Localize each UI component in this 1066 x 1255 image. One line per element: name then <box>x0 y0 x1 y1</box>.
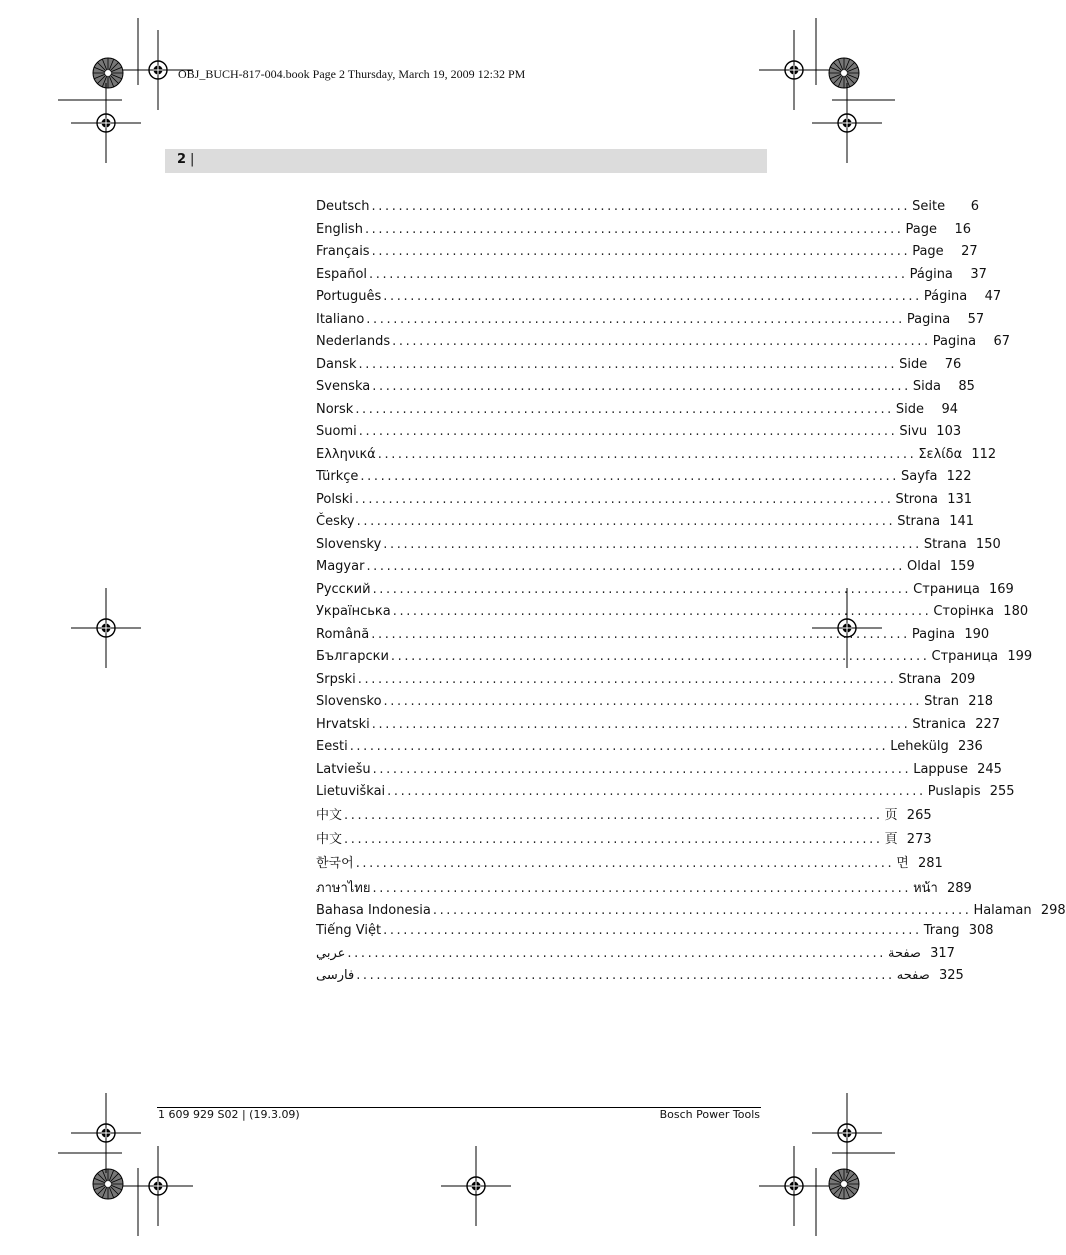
toc-entry <box>316 444 997 466</box>
toc-page-word: Seite <box>912 199 946 214</box>
footer-document-id: 1 609 929 S02 | (19.3.09) <box>158 1108 300 1121</box>
toc-page-word: หน้า <box>913 880 938 896</box>
toc-entry <box>316 466 972 488</box>
toc-dot-leader: ................................................................................ <box>383 694 923 709</box>
toc-entry <box>316 264 987 286</box>
toc-entry <box>316 534 1001 556</box>
toc-dot-leader: ................................................................................ <box>355 401 894 417</box>
toc-language: Slovensky <box>316 536 382 552</box>
toc-dot-leader: ................................................................................ <box>372 761 912 777</box>
toc-dot-leader: ................................................................................ <box>377 446 917 462</box>
toc-language: Español <box>316 266 368 282</box>
toc-language: Srpski <box>316 671 356 687</box>
toc-page-word: Halaman <box>973 903 1032 918</box>
toc-dot-leader: ................................................................................ <box>372 581 912 597</box>
toc-page-word: Strona <box>895 491 939 507</box>
toc-page-word: Pagina <box>911 626 956 642</box>
toc-language: Svenska <box>316 379 371 394</box>
registration-target-icon <box>71 83 141 163</box>
toc-page-word: Oldal <box>907 559 941 574</box>
toc-language: 한국어 <box>316 856 354 871</box>
toc-dot-leader: ................................................................................ <box>344 808 883 823</box>
toc-page-number: 112 <box>971 446 997 462</box>
registration-target-icon <box>812 1093 882 1173</box>
toc-dot-leader: ................................................................................ <box>372 379 911 394</box>
toc-page-word: Side <box>899 356 928 372</box>
toc-page-number: 255 <box>989 784 1015 799</box>
toc-language: Lietuviškai <box>316 784 386 799</box>
toc-language: Nederlands <box>316 334 391 349</box>
toc-entry <box>316 489 973 511</box>
toc-page-number: 236 <box>957 739 983 754</box>
toc-page-word: Σελίδα <box>918 446 963 462</box>
toc-dot-leader: ................................................................................ <box>358 424 898 439</box>
toc-page-word: Strana <box>898 671 942 687</box>
toc-language: Magyar <box>316 559 365 574</box>
toc-language: Tiếng Việt <box>316 923 382 938</box>
registration-target-icon <box>759 30 829 110</box>
toc-page-word: Strana <box>923 536 967 552</box>
toc-page-number: 85 <box>958 379 975 394</box>
toc-dot-leader: ................................................................................ <box>432 903 972 918</box>
toc-entry <box>316 669 976 691</box>
toc-page-word: 頁 <box>884 832 898 847</box>
toc-page-number: 6 <box>970 199 980 214</box>
toc-language: 中文 <box>316 808 343 823</box>
toc-entry <box>316 624 990 646</box>
toc-page-number: 169 <box>988 581 1014 597</box>
toc-page-word: Страница <box>931 649 999 664</box>
toc-entry <box>316 853 943 875</box>
registration-star-icon <box>93 58 123 88</box>
toc-page-number: 37 <box>970 266 987 282</box>
toc-entry <box>316 714 1001 736</box>
toc-page-number: 281 <box>918 856 943 871</box>
toc-page-number: 227 <box>975 716 1001 732</box>
toc-entry <box>316 309 985 331</box>
toc-entry <box>316 579 1014 601</box>
toc-dot-leader: ................................................................................ <box>383 536 922 552</box>
toc-page-number: 273 <box>906 832 932 847</box>
toc-page-word: Страница <box>913 581 980 597</box>
toc-language: Slovensko <box>316 694 382 709</box>
print-header: OBJ_BUCH-817-004.book Page 2 Thursday, March 19, 2009 12:32 PM <box>178 67 526 81</box>
toc-dot-leader: ................................................................................ <box>356 968 895 983</box>
toc-dot-leader: ................................................................................ <box>383 923 922 938</box>
toc-entry <box>316 286 1002 308</box>
toc-language: Български <box>316 649 389 664</box>
toc-entry <box>316 196 980 218</box>
toc-page-word: Sivu <box>899 424 928 439</box>
toc-entry <box>316 421 962 443</box>
toc-dot-leader: ................................................................................ <box>369 266 908 282</box>
footer-brand: Bosch Power Tools <box>659 1108 760 1121</box>
toc-page-number: 209 <box>950 671 976 687</box>
toc-page-number: 199 <box>1007 649 1033 664</box>
toc-dot-leader: ................................................................................ <box>364 221 904 237</box>
toc-page-word: Сторінка <box>933 604 995 619</box>
registration-target-icon <box>759 1146 829 1226</box>
registration-target-icon <box>71 1093 141 1173</box>
toc-dot-leader: ................................................................................ <box>357 671 897 687</box>
registration-target-icon <box>441 1146 511 1226</box>
toc-dot-leader: ................................................................................ <box>366 559 906 574</box>
toc-language: English <box>316 221 363 237</box>
toc-page-number: 308 <box>968 923 994 938</box>
toc-dot-leader: ................................................................................ <box>356 514 896 529</box>
registration-star-icon <box>93 1169 123 1199</box>
toc-entry <box>316 646 1033 668</box>
toc-page-number: 289 <box>947 880 972 896</box>
toc-page-word: صفحة <box>887 946 921 961</box>
toc-page-word: صفحه <box>896 968 930 983</box>
toc-page-word: Side <box>895 401 925 417</box>
toc-entry <box>316 943 955 965</box>
toc-language: Hrvatski <box>316 716 370 732</box>
toc-dot-leader: ................................................................................ <box>347 946 886 961</box>
toc-page-word: Lehekülg <box>890 739 949 754</box>
toc-page-number: 218 <box>968 694 994 709</box>
toc-entry <box>316 511 975 533</box>
toc-dot-leader: ................................................................................ <box>387 784 926 799</box>
toc-language: Italiano <box>316 311 365 327</box>
page-number: 2 | <box>177 152 195 167</box>
toc-page-word: Página <box>923 289 968 304</box>
toc-language: Română <box>316 626 370 642</box>
registration-target-icon <box>71 588 141 668</box>
toc-language: 中文 <box>316 832 343 847</box>
toc-entry <box>316 219 972 241</box>
toc-page-number: 57 <box>967 311 985 327</box>
toc-page-word: Page <box>905 221 938 237</box>
toc-page-word: Pagina <box>906 311 951 327</box>
toc-page-number: 67 <box>993 334 1011 349</box>
toc-language: Polski <box>316 491 353 507</box>
toc-entry <box>316 331 1011 353</box>
toc-page-number: 245 <box>977 761 1002 777</box>
toc-entry <box>316 376 975 398</box>
toc-entry <box>316 965 964 987</box>
toc-dot-leader: ................................................................................ <box>371 244 911 259</box>
toc-page-number: 27 <box>961 244 978 259</box>
toc-entry <box>316 759 1002 781</box>
registration-star-icon <box>829 58 859 88</box>
toc-language: Deutsch <box>316 199 370 214</box>
toc-dot-leader: ................................................................................ <box>371 626 910 642</box>
toc-language: Norsk <box>316 401 354 417</box>
toc-entry <box>316 601 1029 623</box>
toc-page-number: 150 <box>975 536 1001 552</box>
page-header-band <box>165 149 767 173</box>
toc-page-number: 190 <box>964 626 990 642</box>
toc-page-number: 141 <box>949 514 975 529</box>
toc-page-word: Strana <box>897 514 941 529</box>
toc-page-number: 103 <box>936 424 962 439</box>
registration-star-icon <box>829 1169 859 1199</box>
toc-page-word: Página <box>909 266 953 282</box>
toc-dot-leader: ................................................................................ <box>392 334 931 349</box>
toc-page-number: 180 <box>1003 604 1029 619</box>
toc-language: عربي <box>316 946 346 961</box>
toc-language: Русский <box>316 581 371 597</box>
toc-page-number: 122 <box>946 469 972 484</box>
toc-dot-leader: ................................................................................ <box>372 880 912 896</box>
toc-entry <box>316 556 975 578</box>
toc-page-number: 317 <box>930 946 955 961</box>
toc-dot-leader: ................................................................................ <box>354 491 894 507</box>
toc-page-word: Sida <box>912 379 941 394</box>
toc-dot-leader: ................................................................................ <box>371 716 911 732</box>
toc-entry <box>316 736 983 758</box>
toc-language: Türkçe <box>316 469 359 484</box>
toc-page-number: 16 <box>954 221 972 237</box>
toc-page-number: 76 <box>944 356 962 372</box>
toc-page-word: 면 <box>896 856 909 871</box>
toc-dot-leader: ................................................................................ <box>355 856 895 871</box>
toc-page-word: 页 <box>884 808 898 823</box>
toc-entry <box>316 920 994 942</box>
toc-language: Česky <box>316 514 355 529</box>
toc-page-word: Stranica <box>912 716 967 732</box>
toc-page-number: 298 <box>1040 903 1066 918</box>
toc-entry <box>316 241 978 263</box>
toc-page-word: Stran <box>924 694 960 709</box>
toc-page-word: Page <box>912 244 944 259</box>
toc-page-word: Puslapis <box>927 784 981 799</box>
toc-language: Français <box>316 244 370 259</box>
toc-page-word: Lappuse <box>913 761 968 777</box>
registration-target-icon <box>123 1146 193 1226</box>
toc-dot-leader: ................................................................................ <box>349 739 889 754</box>
toc-language: Eesti <box>316 739 348 754</box>
toc-page-word: Sayfa <box>901 469 938 484</box>
toc-page-word: Trang <box>923 923 960 938</box>
toc-page-number: 265 <box>906 808 932 823</box>
toc-language: Dansk <box>316 356 357 372</box>
toc-dot-leader: ................................................................................ <box>366 311 905 327</box>
toc-entry <box>316 399 959 421</box>
toc-language: Latviešu <box>316 761 371 777</box>
toc-language: Ελληνικά <box>316 446 376 462</box>
registration-target-icon <box>812 83 882 163</box>
toc-page-number: 94 <box>941 401 959 417</box>
toc-entry <box>316 354 962 376</box>
toc-dot-leader: ................................................................................ <box>360 469 900 484</box>
toc-dot-leader: ................................................................................ <box>383 289 922 304</box>
toc-page-number: 325 <box>938 968 964 983</box>
toc-entry <box>316 878 972 900</box>
toc-page-number: 47 <box>984 289 1002 304</box>
toc-language: Português <box>316 289 382 304</box>
toc-dot-leader: ................................................................................ <box>371 199 911 214</box>
toc-language: ภาษาไทย <box>316 880 371 896</box>
toc-language: Bahasa Indonesia <box>316 903 431 918</box>
toc-language: Українська <box>316 604 391 619</box>
toc-language: Suomi <box>316 424 357 439</box>
toc-page-number: 131 <box>947 491 973 507</box>
toc-dot-leader: ................................................................................ <box>358 356 898 372</box>
toc-entry <box>316 781 1015 803</box>
toc-entry <box>316 805 932 827</box>
toc-entry <box>316 691 994 713</box>
toc-language: فارسی <box>316 968 355 983</box>
toc-dot-leader: ................................................................................ <box>392 604 932 619</box>
toc-entry <box>316 900 1066 922</box>
toc-page-word: Pagina <box>932 334 977 349</box>
toc-dot-leader: ................................................................................ <box>344 832 883 847</box>
toc-dot-leader: ................................................................................ <box>390 649 930 664</box>
toc-page-number: 159 <box>949 559 975 574</box>
toc-entry <box>316 829 932 851</box>
